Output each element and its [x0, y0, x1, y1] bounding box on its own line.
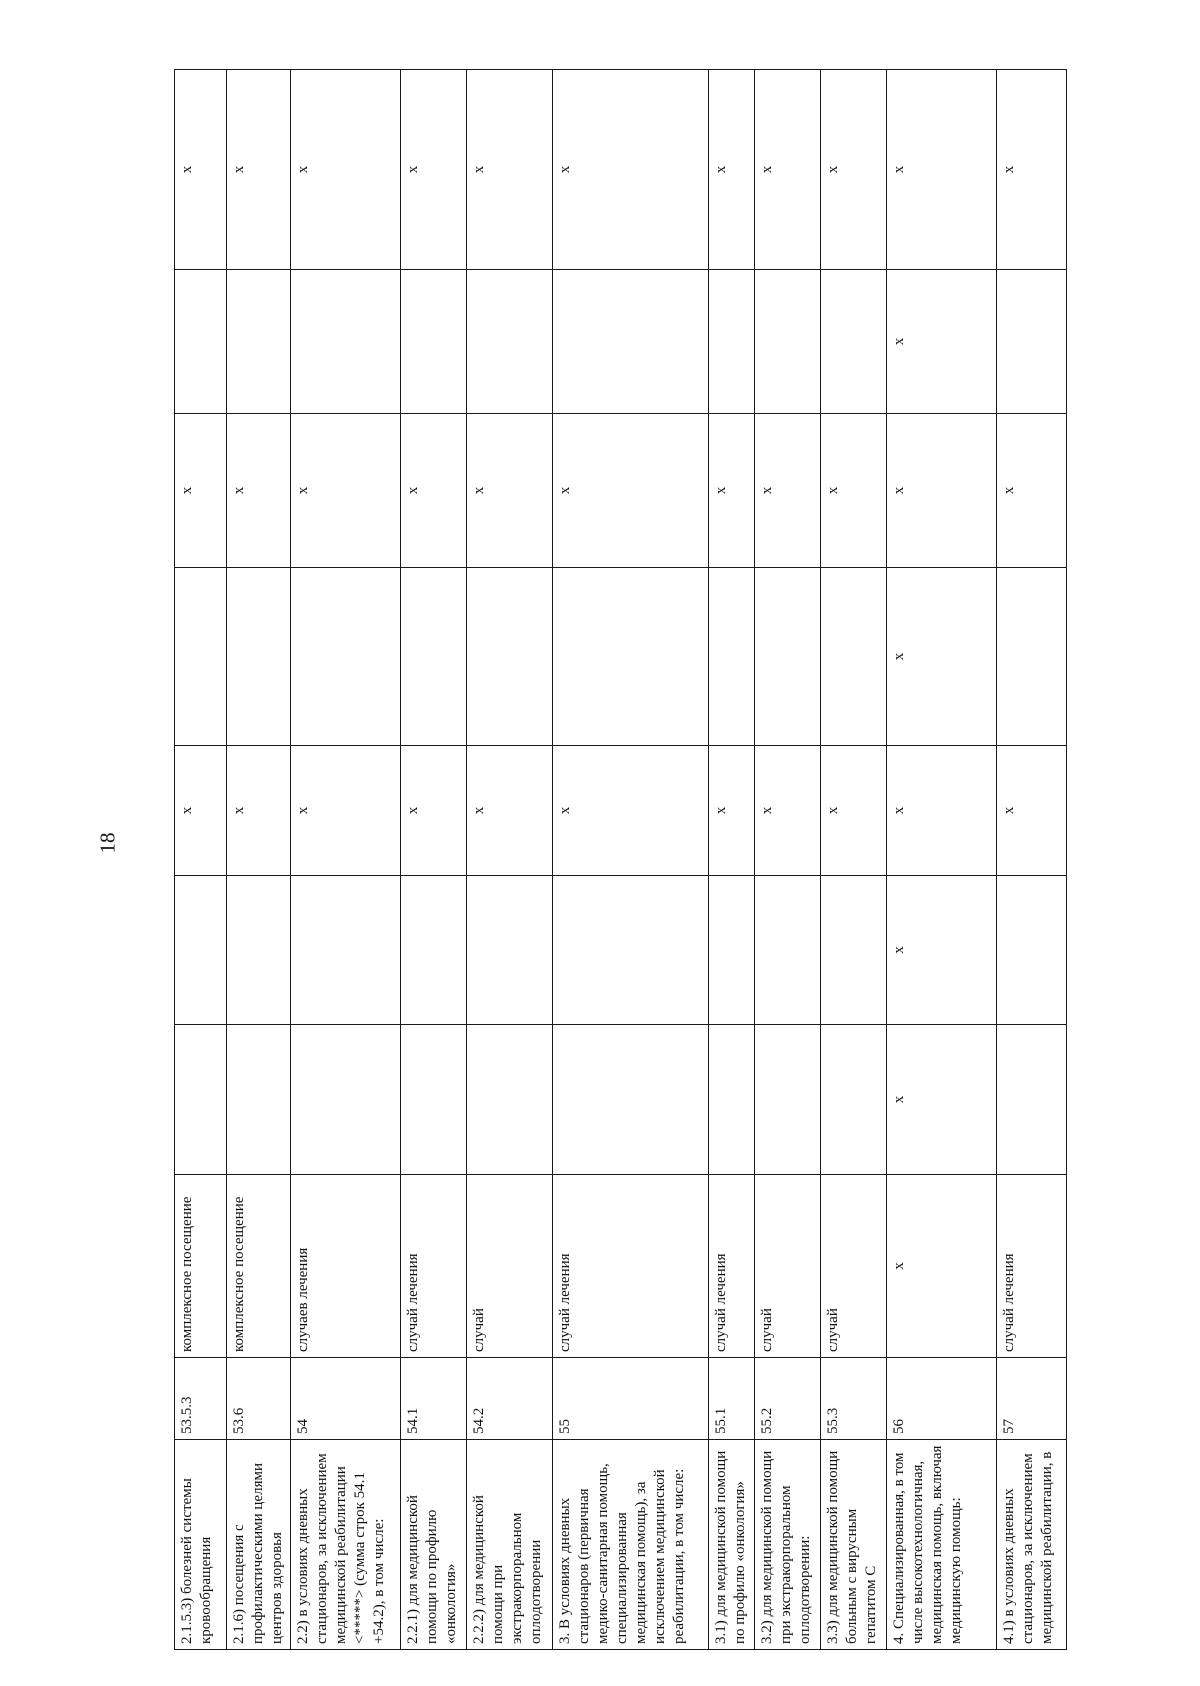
value-cell-4: [997, 568, 1067, 746]
row-unit-cell: случай: [467, 1175, 553, 1358]
row-code-cell: 53.6: [227, 1358, 291, 1440]
value-cell-3: х: [821, 746, 887, 876]
value-cell-5: х: [175, 414, 227, 568]
table-row: [175, 70, 227, 1650]
row-unit-cell: случаев лечения: [291, 1175, 401, 1358]
row-name-cell: 3. В условиях дневных стационаров (первичная медико-санитарная помощь, специализированная медицинская помощь), за исключением медицинской реабилитации, в том числе:: [553, 1440, 709, 1650]
value-cell-2: [821, 876, 887, 1025]
value-cell-6: [467, 270, 553, 414]
value-cell-5: х: [821, 414, 887, 568]
row-unit-cell: случай лечения: [997, 1175, 1067, 1358]
value-cell-1: [709, 1025, 755, 1175]
row-code-cell: 54: [291, 1358, 401, 1440]
value-cell-7: х: [401, 70, 467, 270]
value-cell-4: [227, 568, 291, 746]
row-name-cell: 2.1.5.3) болезней системы кровообращения: [175, 1440, 227, 1650]
rotated-table-container: [174, 70, 1118, 1650]
page-number: 18: [95, 832, 120, 854]
row-name-cell: 3.3) для медицинской помощи больным с вирусным гепатитом С: [821, 1440, 887, 1650]
value-cell-4: х: [887, 568, 997, 746]
value-cell-2: [709, 876, 755, 1025]
value-cell-4: [401, 568, 467, 746]
value-cell-2: [175, 876, 227, 1025]
value-cell-2: [467, 876, 553, 1025]
value-cell-1: х: [887, 1025, 997, 1175]
value-cell-6: [821, 270, 887, 414]
row-name-cell: 2.2.1) для медицинской помощи по профилю «онкология»: [401, 1440, 467, 1650]
row-unit-cell: х: [887, 1175, 997, 1358]
value-cell-4: [755, 568, 821, 746]
row-code-cell: 56: [887, 1358, 997, 1440]
row-unit-cell: комплексное посещение: [175, 1175, 227, 1358]
value-cell-5: х: [997, 414, 1067, 568]
value-cell-3: х: [709, 746, 755, 876]
value-cell-2: [553, 876, 709, 1025]
value-cell-6: х: [887, 270, 997, 414]
table-body: [175, 70, 1067, 1650]
value-cell-5: х: [291, 414, 401, 568]
value-cell-1: [997, 1025, 1067, 1175]
value-cell-5: х: [887, 414, 997, 568]
value-cell-7: х: [887, 70, 997, 270]
row-unit-cell: случай лечения: [401, 1175, 467, 1358]
value-cell-3: х: [553, 746, 709, 876]
value-cell-7: х: [467, 70, 553, 270]
row-code-cell: 53.5.3: [175, 1358, 227, 1440]
value-cell-5: х: [553, 414, 709, 568]
value-cell-4: [821, 568, 887, 746]
row-code-cell: 57: [997, 1358, 1067, 1440]
table-row: [467, 70, 553, 1650]
value-cell-2: [227, 876, 291, 1025]
value-cell-7: х: [553, 70, 709, 270]
value-cell-2: [291, 876, 401, 1025]
row-name-cell: 2.2) в условиях дневных стационаров, за исключением медицинской реабилитации <*****> (сумма строк 54.1 +54.2), в том числе:: [291, 1440, 401, 1650]
value-cell-6: [553, 270, 709, 414]
value-cell-6: [997, 270, 1067, 414]
table-row: [997, 70, 1067, 1650]
value-cell-2: [997, 876, 1067, 1025]
value-cell-1: [401, 1025, 467, 1175]
value-cell-2: [755, 876, 821, 1025]
row-code-cell: 55: [553, 1358, 709, 1440]
row-unit-cell: случай лечения: [709, 1175, 755, 1358]
table-row: [227, 70, 291, 1650]
value-cell-3: х: [755, 746, 821, 876]
row-unit-cell: случай лечения: [553, 1175, 709, 1358]
row-code-cell: 55.2: [755, 1358, 821, 1440]
value-cell-5: х: [755, 414, 821, 568]
row-name-cell: 4.1) в условиях дневных стационаров, за исключением медицинской реабилитации, в: [997, 1440, 1067, 1650]
row-code-cell: 55.3: [821, 1358, 887, 1440]
value-cell-5: х: [467, 414, 553, 568]
value-cell-5: х: [401, 414, 467, 568]
value-cell-1: [175, 1025, 227, 1175]
row-unit-cell: случай: [821, 1175, 887, 1358]
value-cell-3: х: [467, 746, 553, 876]
row-code-cell: 54.1: [401, 1358, 467, 1440]
value-cell-4: [709, 568, 755, 746]
value-cell-1: [755, 1025, 821, 1175]
value-cell-3: х: [227, 746, 291, 876]
value-cell-7: х: [175, 70, 227, 270]
value-cell-3: х: [175, 746, 227, 876]
value-cell-4: [291, 568, 401, 746]
value-cell-7: х: [291, 70, 401, 270]
value-cell-6: [291, 270, 401, 414]
value-cell-3: х: [887, 746, 997, 876]
row-name-cell: 2.1.6) посещения с профилактическими целями центров здоровья: [227, 1440, 291, 1650]
value-cell-3: х: [997, 746, 1067, 876]
value-cell-6: [401, 270, 467, 414]
table-row: [553, 70, 709, 1650]
table-row: [709, 70, 755, 1650]
value-cell-1: [227, 1025, 291, 1175]
value-cell-6: [175, 270, 227, 414]
value-cell-7: х: [997, 70, 1067, 270]
value-cell-2: [401, 876, 467, 1025]
row-name-cell: 4. Специализированная, в том числе высокотехнологичная, медицинская помощь, включая медицинскую помощь:: [887, 1440, 997, 1650]
row-unit-cell: случай: [755, 1175, 821, 1358]
value-cell-6: [227, 270, 291, 414]
value-cell-6: [755, 270, 821, 414]
table-row: [401, 70, 467, 1650]
value-cell-5: х: [709, 414, 755, 568]
row-name-cell: 2.2.2) для медицинской помощи при экстракорпоральном оплодотворении: [467, 1440, 553, 1650]
row-unit-cell: комплексное посещение: [227, 1175, 291, 1358]
value-cell-1: [821, 1025, 887, 1175]
value-cell-7: х: [821, 70, 887, 270]
table-row: [887, 70, 997, 1650]
row-code-cell: 55.1: [709, 1358, 755, 1440]
value-cell-3: х: [401, 746, 467, 876]
value-cell-4: [467, 568, 553, 746]
row-name-cell: 3.1) для медицинской помощи по профилю «онкология»: [709, 1440, 755, 1650]
value-cell-1: [467, 1025, 553, 1175]
value-cell-7: х: [755, 70, 821, 270]
value-cell-4: [175, 568, 227, 746]
value-cell-1: [291, 1025, 401, 1175]
value-cell-7: х: [709, 70, 755, 270]
table-row: [821, 70, 887, 1650]
value-cell-3: х: [291, 746, 401, 876]
value-cell-5: х: [227, 414, 291, 568]
data-table: [174, 69, 1067, 1650]
value-cell-4: [553, 568, 709, 746]
value-cell-6: [709, 270, 755, 414]
value-cell-1: [553, 1025, 709, 1175]
row-name-cell: 3.2) для медицинской помощи при экстракорпоральном оплодотворении:: [755, 1440, 821, 1650]
value-cell-2: х: [887, 876, 997, 1025]
value-cell-7: х: [227, 70, 291, 270]
table-row: [291, 70, 401, 1650]
table-row: [755, 70, 821, 1650]
row-code-cell: 54.2: [467, 1358, 553, 1440]
